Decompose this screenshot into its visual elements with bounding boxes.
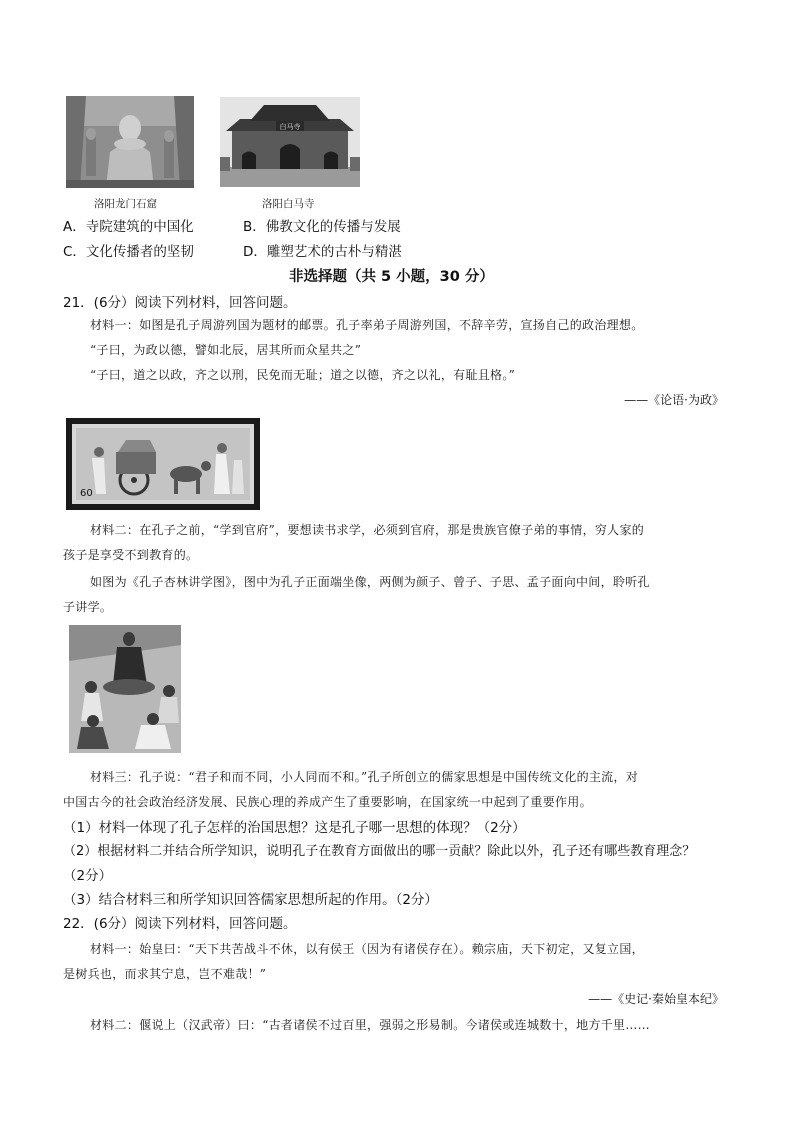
baima-temple-illustration [220,97,360,187]
confucius-travel-stamp [66,418,260,510]
q21-material3-line1: 材料三：孔子说：“君子和而不同，小人同而不和。”孔子所创立的儒家思想是中国传统文化的主流，对 [90,770,639,784]
q22-material2-line1: 材料二：偃说上（汉武帝）曰：“古者诸侯不过百里，强弱之形易制。今诸侯或连城数十，地方千里…… [90,1018,650,1032]
baima-plaque: 白马寺 [279,123,301,131]
q21-material1-line1: 材料一：如图是孔子周游列国为题材的邮票。孔子率弟子周游列国，不辞辛劳，宣扬自己的政治理想。 [90,318,644,332]
q22-stem: 22．(6分）阅读下列材料，回答问题。 [63,916,297,932]
section-title: 非选择题（共 5 小题，30 分） [289,269,494,285]
longmen-grottoes-photo [66,96,194,188]
q21-material2-line3: 如图为《孔子杏林讲学图》，图中为孔子正面端坐像，两侧为颜子、曾子、子思、孟子面向中间，聆听孔 [90,575,650,589]
q21-material2-line4: 子讲学。 [63,600,113,614]
q21-stem: 21．(6分）阅读下列材料，回答问题。 [63,295,297,311]
q21-material1-source: ——《论语·为政》 [624,393,724,407]
baima-temple-photo [220,97,360,187]
q22-material1-source: ——《史记·秦始皇本纪》 [588,992,724,1006]
q21-sub2-line2: （2分） [63,868,113,884]
q22-material1-line1: 材料一：始皇曰：“天下共苦战斗不休，以有侯王（因为有诸侯存在）。赖宗庙，天下初定，又复立国， [90,942,644,956]
longmen-grottoes-illustration [66,96,194,188]
stamp-value: 60 [80,488,93,499]
q22-material1-line2: 是树兵也，而求其宁息，岂不难哉！” [63,967,267,981]
baima-caption: 洛阳白马寺 [262,198,315,210]
q21-material1-line3: “子曰，道之以政，齐之以刑，民免而无耻；道之以德，齐之以礼，有耻且格。” [90,368,516,382]
confucius-lecture-painting [69,625,181,753]
q20-option-b[interactable]: B．佛教文化的传播与发展 [243,219,401,235]
lecture-painting-illustration [69,625,181,753]
q21-material2-line2: 孩子是享受不到教育的。 [63,548,199,562]
q21-sub2-line1: （2）根据材料二并结合所学知识，说明孔子在教育方面做出的哪一贡献？除此以外，孔子还有哪些教育理念？ [63,844,696,859]
q21-sub1: （1）材料一体现了孔子怎样的治国思想？这是孔子哪一思想的体现？（2分） [63,820,526,836]
q21-sub3: （3）结合材料三和所学知识回答儒家思想所起的作用。（2分） [63,892,438,908]
q21-material1-line2: “子曰，为政以德，譬如北辰，居其所而众星共之” [90,343,362,357]
q21-material3-line2: 中国古今的社会政治经济发展、民族心理的养成产生了重要影响，在国家统一中起到了重要作用。 [63,795,592,809]
q21-material2-line1: 材料二：在孔子之前，“学到官府”，要想读书求学，必须到官府，那是贵族官僚子弟的事情，穷人家的 [90,523,645,537]
stamp-illustration [66,418,260,510]
q20-option-d[interactable]: D．雕塑艺术的古朴与精湛 [243,244,402,260]
q20-option-a[interactable]: A．寺院建筑的中国化 [63,219,194,235]
longmen-caption: 洛阳龙门石窟 [94,198,157,210]
q20-option-c[interactable]: C．文化传播者的坚韧 [63,244,194,260]
